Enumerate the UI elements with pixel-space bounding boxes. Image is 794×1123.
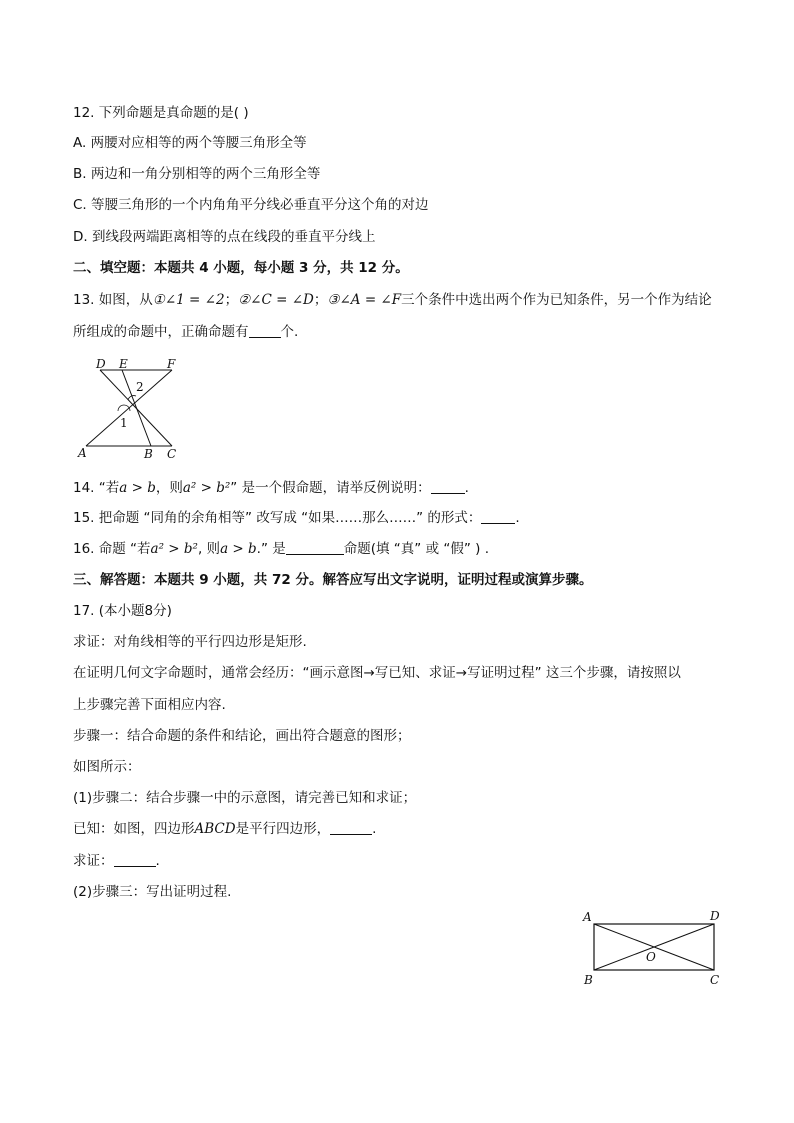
- q15-text: 15. 把命题 “同角的余角相等” 改写成 “如果……那么……” 的形式：: [73, 510, 482, 526]
- q12-option-d: D. 到线段两端距离相等的点在线段的垂直平分线上: [73, 229, 376, 245]
- q13-prefix: 13. 如图，从: [73, 292, 153, 308]
- q13-condition-2: ②∠C = ∠D: [238, 292, 314, 308]
- q13-line-2-prefix: 所组成的命题中，正确命题有: [73, 324, 249, 340]
- q17-title: 17. (本小题8分): [73, 603, 172, 619]
- q17-prove: 求证：对角线相等的平行四边形是矩形.: [73, 634, 307, 650]
- section-2-heading: 二、填空题：本题共 4 小题，每小题 3 分，共 12 分。: [73, 260, 409, 276]
- q17-known-math: ABCD: [194, 821, 236, 837]
- angle-2-arc: [128, 396, 136, 400]
- label-d: D: [96, 357, 106, 371]
- q17-known-end: .: [372, 821, 377, 837]
- q16-prefix: 16. 命题 “若: [73, 541, 151, 557]
- q15-line: [73, 509, 520, 527]
- q14-prefix: 14. “若: [73, 480, 120, 496]
- q13-answer-blank[interactable]: [249, 323, 281, 338]
- q17-to-prove-line: [73, 852, 160, 870]
- q15-end: .: [515, 510, 520, 526]
- q14-mid: ，则: [155, 480, 183, 496]
- q13-suffix: 三个条件中选出两个作为已知条件，另一个作为结论: [401, 292, 712, 308]
- q16-math-2: a > b: [220, 541, 257, 557]
- q13-condition-3: ③∠A = ∠F: [327, 292, 402, 308]
- q17-part-2: (2)步骤三：写出证明过程.: [73, 884, 232, 900]
- q14-math-1: a > b: [119, 480, 156, 496]
- q17-to-prove-end: .: [155, 853, 160, 869]
- q13-separator: ；: [313, 292, 328, 308]
- label-d: D: [710, 909, 720, 923]
- q16-line: [73, 540, 489, 558]
- q16-suffix: 命题(填 “真” 或 “假” ) .: [343, 541, 489, 557]
- q12-option-a: A. 两腰对应相等的两个等腰三角形全等: [73, 135, 307, 151]
- q17-step-1: 步骤一：结合命题的条件和结论，画出符合题意的图形；: [73, 728, 411, 744]
- label-b: B: [584, 973, 593, 987]
- label-angle-1: 1: [120, 416, 128, 430]
- label-a: A: [583, 910, 592, 924]
- q14-math-2: a² > b²: [182, 480, 231, 496]
- q14-end: .: [464, 480, 469, 496]
- label-o: O: [646, 950, 656, 964]
- q16-mid-2: .” 是: [256, 541, 286, 557]
- q17-intro-1: 在证明几何文字命题时，通常会经历：“画示意图→写已知、求证→写证明过程” 这三个步骤，请按照以: [73, 665, 681, 681]
- q17-figure: [578, 906, 726, 990]
- q13-line-2: [73, 323, 298, 341]
- q17-as-shown: 如图所示：: [73, 759, 141, 775]
- label-c: C: [167, 447, 177, 460]
- q17-part-1: (1)步骤二：结合步骤一中的示意图，请完善已知和求证；: [73, 790, 417, 806]
- q17-known-suffix: 是平行四边形，: [235, 821, 331, 837]
- q13-separator: ；: [224, 292, 239, 308]
- q17-known-prefix: 已知：如图，四边形: [73, 821, 195, 837]
- q14-answer-blank[interactable]: [431, 479, 465, 494]
- angle-1-arc: [118, 405, 130, 411]
- q17-known-blank[interactable]: [330, 820, 372, 835]
- q14-suffix: ” 是一个假命题，请举反例说明：: [230, 480, 431, 496]
- q13-figure: [74, 354, 186, 460]
- q12-option-b: B. 两边和一角分别相等的两个三角形全等: [73, 166, 321, 182]
- label-a: A: [78, 446, 87, 460]
- q15-answer-blank[interactable]: [481, 509, 515, 524]
- q12-stem: 12. 下列命题是真命题的是( ): [73, 105, 249, 121]
- q17-to-prove-prefix: 求证：: [73, 853, 114, 869]
- q17-intro-2: 上步骤完善下面相应内容.: [73, 697, 226, 713]
- q13-condition-1: ①∠1 = ∠2: [152, 292, 225, 308]
- q13-line-2-suffix: 个.: [280, 324, 299, 340]
- label-c: C: [710, 973, 720, 987]
- label-b: B: [144, 447, 153, 460]
- q13-line-1: [73, 291, 712, 309]
- q12-option-c: C. 等腰三角形的一个内角角平分线必垂直平分这个角的对边: [73, 197, 429, 213]
- section-3-heading: 三、解答题：本题共 9 小题，共 72 分。解答应写出文字说明，证明过程或演算步骤。: [73, 572, 593, 588]
- q16-math-1: a² > b²: [150, 541, 198, 557]
- q17-to-prove-blank[interactable]: [114, 852, 156, 867]
- q14-line: [73, 479, 469, 497]
- label-e: E: [119, 357, 128, 371]
- label-angle-2: 2: [136, 380, 144, 394]
- label-f: F: [167, 357, 176, 371]
- q16-mid: , 则: [197, 541, 221, 557]
- q16-answer-blank[interactable]: [286, 540, 344, 555]
- q17-known-line: [73, 820, 376, 838]
